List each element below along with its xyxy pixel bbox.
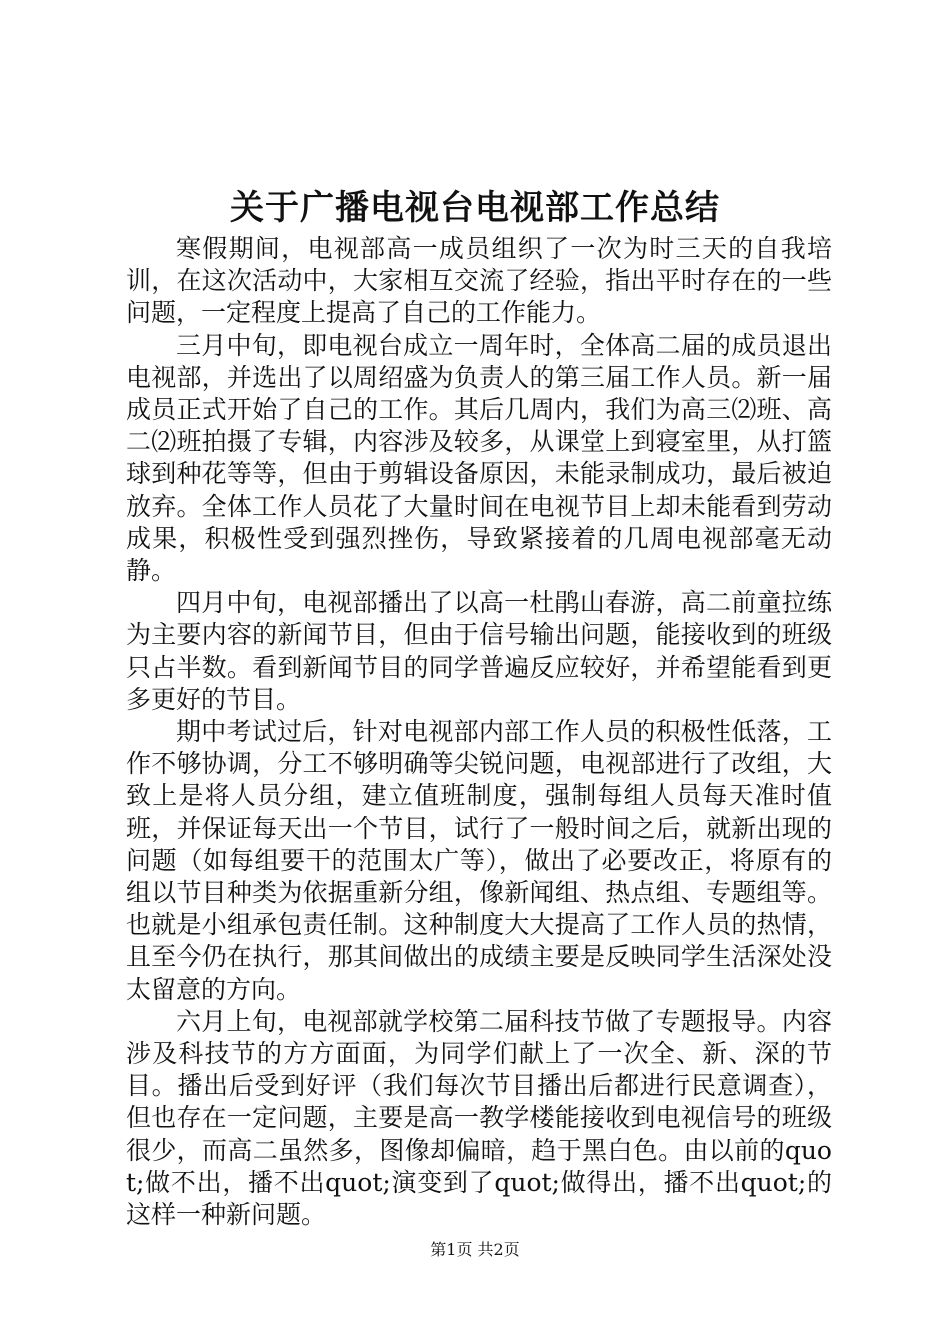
page-number-footer: 第1页 共2页 [430,1240,520,1259]
paragraph-march: 三月中旬，即电视台成立一周年时，全体高二届的成员退出电视部，并选出了以周绍盛为负责人的第三届工作人员。新一届成员正式开始了自己的工作。其后几周内，我们为高三⑵班、高二⑵班拍摄了专辑，内容涉及较多，从课堂上到寝室里，从打篮球到种花等等，但由于剪辑设备原因，未能录制成功，最后被迫放弃。全体工作人员花了大量时间在电视节目上却未能看到劳动成果，积极性受到强烈挫伤，导致紧接着的几周电视部毫无动静。 [126,330,832,586]
paragraph-june: 六月上旬，电视部就学校第二届科技节做了专题报导。内容涉及科技节的方方面面，为同学们献上了一次全、新、深的节目。播出后受到好评（我们每次节目播出后都进行民意调查），但也存在一定问题，主要是高一教学楼能接收到电视信号的班级很少，而高二虽然多，图像却偏暗，趋于黑白色。由以前的quot;做不出，播不出quot;演变到了quot;做得出，播不出quot;的这样一种新问题。 [126,1006,832,1230]
paragraph-winter-training: 寒假期间，电视部高一成员组织了一次为时三天的自我培训，在这次活动中，大家相互交流了经验，指出平时存在的一些问题，一定程度上提高了自己的工作能力。 [126,234,832,328]
paragraph-midterm-reorganization: 期中考试过后，针对电视部内部工作人员的积极性低落，工作不够协调，分工不够明确等尖锐问题，电视部进行了改组，大致上是将人员分组，建立值班制度，强制每组人员每天准时值班，并保证每天出一个节目，试行了一般时间之后，就新出现的问题（如每组要干的范围太广等），做出了必要改正，将原有的组以节目种类为依据重新分组，像新闻组、热点组、专题组等。也就是小组承包责任制。这种制度大大提高了工作人员的热情，且至今仍在执行，那其间做出的成绩主要是反映同学生活深处没太留意的方向。 [126,717,832,1004]
paragraph-april: 四月中旬，电视部播出了以高一杜鹃山春游，高二前童拉练为主要内容的新闻节目，但由于信号输出问题，能接收到的班级只占半数。看到新闻节目的同学普遍反应较好，并希望能看到更多更好的节目。 [126,588,832,714]
document-title: 关于广播电视台电视部工作总结 [230,188,720,228]
document-body [126,233,832,1231]
